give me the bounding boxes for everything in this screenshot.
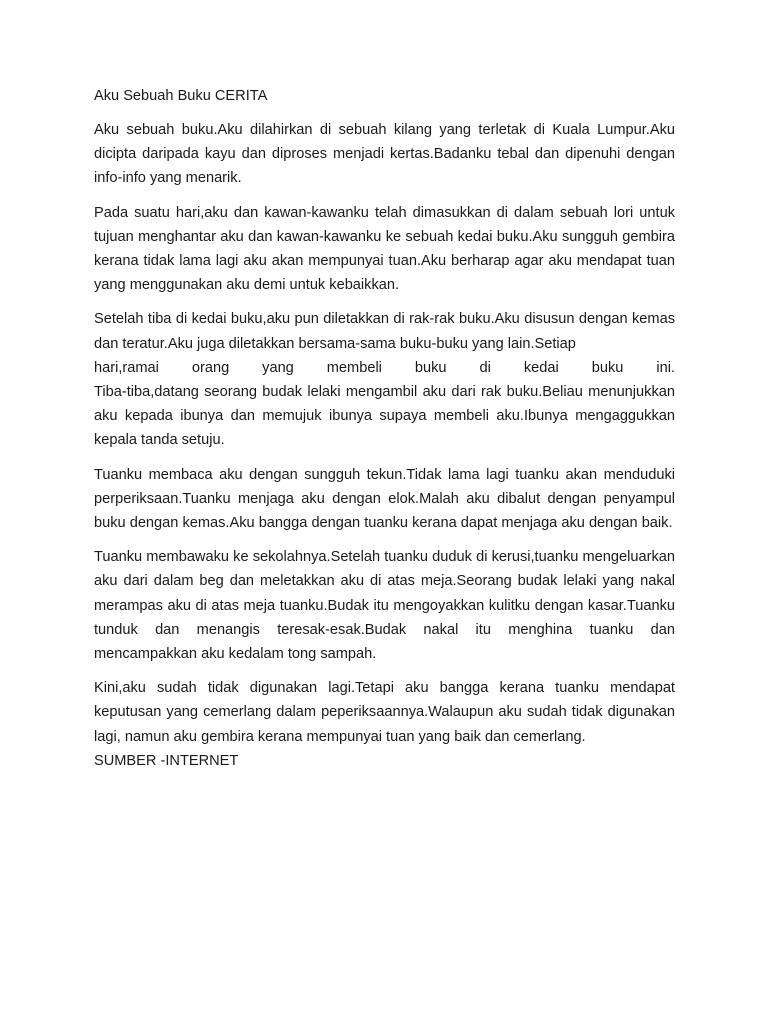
paragraph-4: Tuanku membaca aku dengan sungguh tekun.Tidak lama lagi tuanku akan menduduki perperiksaan.Tuanku menjaga aku dengan elok.Malah aku dibalut dengan penyampul buku dengan kemas.Aku bangga dengan tuanku kerana dapat menjaga aku dengan baik. — [94, 466, 675, 532]
source-note: SUMBER -INTERNET — [94, 752, 239, 769]
paragraph-2: Pada suatu hari,aku dan kawan-kawanku telah dimasukkan di dalam sebuah lori untuk tujuan menghantar aku dan kawan-kawanku ke sebuah kedai buku.Aku sungguh gembira kerana tidak lama lagi aku akan mempunyai tuan.Aku berharap agar aku mendapat tuan yang menggunakan aku demi untuk kebaikkan. — [94, 204, 675, 294]
paragraph-5: Tuanku membawaku ke sekolahnya.Setelah tuanku duduk di kerusi,tuanku mengeluarkan aku dari dalam beg dan meletakkan aku di atas meja.Seorang budak lelaki yang nakal merampas aku di atas meja tuanku.Budak itu mengoyakkan kulitku dengan kasar.Tuanku tunduk dan menangis teresak-esak.Budak nakal itu menghina tuanku dan mencampakkan aku kedalam tong sampah. — [94, 549, 675, 663]
paragraph-3-part-2: Tiba-tiba,datang seorang budak lelaki mengambil aku dari rak buku.Beliau menunjukkan aku kepada ibunya dan memujuk ibunya supaya membeli aku.Ibunya mengaggukkan kepala tanda setuju. — [94, 384, 675, 449]
document-page — [94, 84, 675, 773]
paragraph-3-part-1: Setelah tiba di kedai buku,aku pun diletakkan di rak-rak buku.Aku disusun dengan kemas dan teratur.Aku juga diletakkan bersama-sama buku-buku yang lain.Setiap — [94, 311, 675, 352]
paragraph-1: Aku sebuah buku.Aku dilahirkan di sebuah kilang yang terletak di Kuala Lumpur.Aku dicipta daripada kayu dan diproses menjadi kertas.Badanku tebal dan dipenuhi dengan info-info yang menarik. — [94, 122, 675, 187]
document-title: Aku Sebuah Buku CERITA — [94, 88, 268, 104]
paragraph-6: Kini,aku sudah tidak digunakan lagi.Tetapi aku bangga kerana tuanku mendapat keputusan yang cemerlang dalam peperiksaannya.Walaupun aku sudah tidak digunakan lagi, namun aku gembira kerana mempunyai tuan yang baik dan cemerlang. — [94, 680, 675, 745]
paragraph-3-line-justified: hari,ramai orang yang membeli buku di kedai buku ini. — [94, 359, 675, 376]
paragraph-3 — [94, 307, 675, 452]
